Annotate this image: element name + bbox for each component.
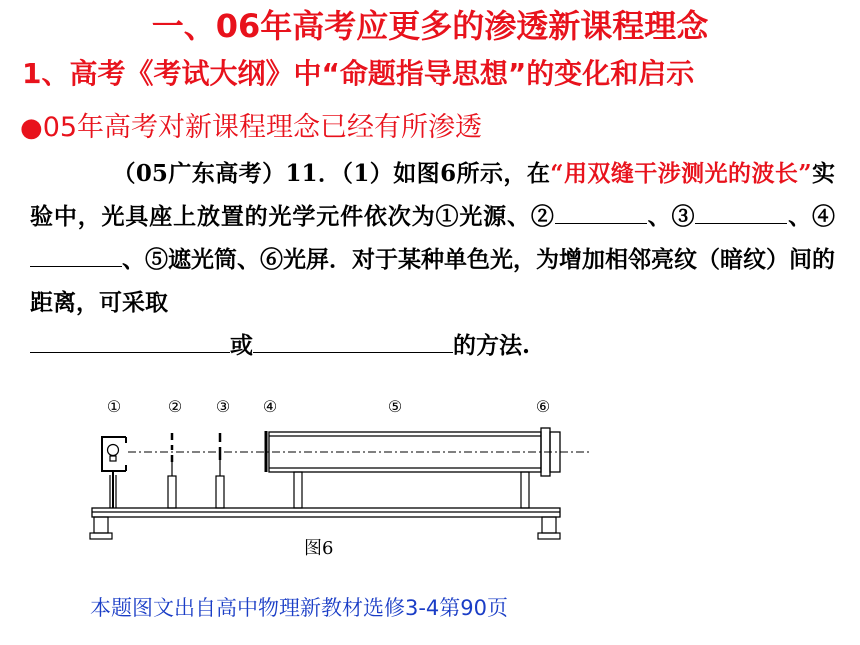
slide-subtitle: 1、高考《考试大纲》中“命题指导思想”的变化和启示 <box>22 57 695 90</box>
problem-body-1: 实验中，光具座上放置的光学元件依次为①光源、② <box>30 160 835 230</box>
answer-blank-method-2 <box>253 332 453 353</box>
filter-element <box>168 433 176 508</box>
problem-lead: （05广东高考）11．（1）如图6所示，在 <box>112 160 551 187</box>
answer-blank-3 <box>695 203 787 224</box>
source-note: 本题图文出自高中物理新教材选修3-4第90页 <box>90 596 509 620</box>
label-5: ⑤ <box>387 397 403 416</box>
bullet-dot-icon: ● <box>20 113 43 143</box>
answer-blank-4 <box>30 246 122 267</box>
problem-ending: 的方法. <box>453 332 531 359</box>
experiment-name: “用双缝干涉测光的波长” <box>550 160 812 187</box>
bullet-point <box>20 110 482 146</box>
answer-blank-method-1 <box>30 332 230 353</box>
answer-blank-2 <box>555 203 647 224</box>
single-slit <box>216 433 224 508</box>
light-shield-tube <box>266 428 560 508</box>
bullet-text: 05年高考对新课程理念已经有所渗透 <box>42 112 483 143</box>
label-2: ② <box>167 397 183 416</box>
problem-sep-2: 、③ <box>646 203 696 230</box>
light-source <box>102 437 126 508</box>
slide-title: 一、06年高考应更多的渗透新课程理念 <box>151 7 709 45</box>
problem-sep-3: 、④ <box>787 203 836 230</box>
problem-body-2: 、⑤遮光筒、⑥光屏．对于某种单色光，为增加相邻亮纹（暗纹）间的距离，可采取 <box>30 246 835 316</box>
figure-caption: 图6 <box>304 538 334 559</box>
label-3: ③ <box>215 397 231 416</box>
label-6: ⑥ <box>535 397 551 416</box>
label-4: ④ <box>262 397 278 416</box>
label-1: ① <box>106 397 122 416</box>
problem-or: 或 <box>230 332 253 359</box>
optical-bench-diagram <box>80 390 600 550</box>
problem-text <box>30 152 835 367</box>
